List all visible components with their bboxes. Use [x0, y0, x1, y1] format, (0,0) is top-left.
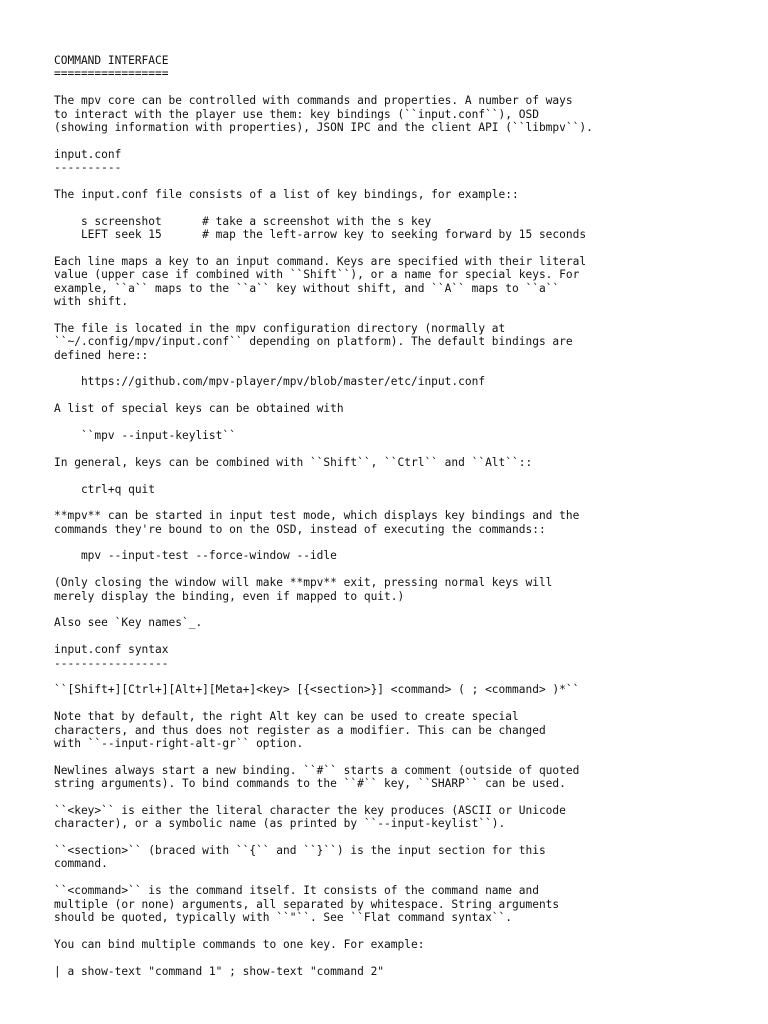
- text-line: to interact with the player use them: key bindings (``input.conf``), OSD: [54, 107, 539, 121]
- text-line: should be quoted, typically with ``"``. See ``Flat command syntax``.: [54, 911, 513, 924]
- text-line: character), or a symbolic name (as printed by ``--input-keylist``).: [54, 817, 506, 831]
- text-line: COMMAND INTERFACE: [54, 54, 169, 67]
- text-line: (Only closing the window will make **mpv** exit, pressing normal keys will: [54, 576, 553, 590]
- text-line: ``[Shift+][Ctrl+][Alt+][Meta+]<key> [{<section>}] <command> ( ; <command> )*``: [54, 683, 580, 697]
- text-line: https://github.com/mpv-player/mpv/blob/master/etc/input.conf: [54, 375, 486, 389]
- text-line: command.: [54, 857, 108, 871]
- text-line: [54, 871, 593, 884]
- text-line: ``mpv --input-keylist``: [54, 428, 236, 442]
- text-line: ``<command>`` is the command itself. It consists of the command name and: [54, 884, 539, 898]
- text-line: Each line maps a key to an input command. Keys are specified with their literal: [54, 254, 587, 268]
- text-line: [54, 175, 593, 188]
- text-line: defined here::: [54, 348, 149, 362]
- text-line: [54, 241, 593, 254]
- text-line: ``<section>`` (braced with ``{`` and ``}``) is the input section for this: [54, 844, 546, 858]
- text-line: [54, 603, 593, 616]
- text-line: [54, 389, 593, 402]
- text-line: The file is located in the mpv configuration directory (normally at: [54, 321, 506, 335]
- text-line: [54, 362, 593, 375]
- text-line: ctrl+q quit: [54, 482, 156, 496]
- text-line: The mpv core can be controlled with commands and properties. A number of ways: [54, 94, 573, 108]
- text-line: **mpv** can be started in input test mode, which displays key bindings and the: [54, 509, 580, 523]
- text-line: with shift.: [54, 295, 129, 309]
- text-line: Newlines always start a new binding. ``#`` starts a comment (outside of quoted: [54, 763, 580, 777]
- text-line: [54, 496, 593, 509]
- text-line: s screenshot # take a screenshot with the s key: [54, 214, 432, 228]
- text-line: | a show-text "command 1" ; show-text "command 2": [54, 964, 385, 978]
- text-line: example, ``a`` maps to the ``a`` key without shift, and ``A`` maps to ``a``: [54, 281, 560, 295]
- text-line: =================: [54, 67, 169, 81]
- text-line: value (upper case if combined with ``Shift``), or a name for special keys. For: [54, 268, 580, 282]
- text-line: LEFT seek 15 # map the left-arrow key to seeking forward by 15 seconds: [54, 228, 587, 242]
- text-line: with ``--input-right-alt-gr`` option.: [54, 736, 304, 750]
- text-line: [54, 924, 593, 937]
- document-text: [54, 54, 593, 978]
- text-line: The input.conf file consists of a list of key bindings, for example::: [54, 187, 519, 201]
- text-line: Also see `Key names`_.: [54, 616, 203, 630]
- text-line: Note that by default, the right Alt key can be used to create special: [54, 710, 519, 724]
- text-line: [54, 951, 593, 964]
- text-line: ``~/.config/mpv/input.conf`` depending on platform). The default bindings are: [54, 335, 573, 349]
- text-line: mpv --input-test --force-window --idle: [54, 549, 337, 563]
- text-line: [54, 563, 593, 576]
- text-line: (showing information with properties), JSON IPC and the client API (``libmpv``).: [54, 120, 593, 134]
- text-line: You can bind multiple commands to one key. For example:: [54, 937, 425, 951]
- text-line: [54, 81, 593, 94]
- text-line: input.conf: [54, 147, 122, 161]
- text-line: [54, 670, 593, 683]
- text-line: [54, 831, 593, 844]
- text-line: [54, 630, 593, 643]
- text-line: [54, 442, 593, 455]
- text-line: [54, 790, 593, 803]
- text-line: [54, 308, 593, 321]
- text-line: ``<key>`` is either the literal character the key produces (ASCII or Unicode: [54, 803, 566, 817]
- text-line: characters, and thus does not register as a modifier. This can be changed: [54, 723, 546, 737]
- text-line: multiple (or none) arguments, all separated by whitespace. String arguments: [54, 897, 560, 911]
- text-line: In general, keys can be combined with ``Shift``, ``Ctrl`` and ``Alt``::: [54, 455, 533, 469]
- text-line: [54, 697, 593, 710]
- text-line: [54, 750, 593, 763]
- text-line: [54, 416, 593, 429]
- text-line: string arguments). To bind commands to the ``#`` key, ``SHARP`` can be used.: [54, 777, 566, 791]
- text-line: -----------------: [54, 656, 169, 670]
- text-line: A list of special keys can be obtained with: [54, 402, 344, 416]
- text-line: ----------: [54, 161, 122, 175]
- text-line: merely display the binding, even if mapped to quit.): [54, 589, 405, 603]
- text-line: [54, 536, 593, 549]
- text-line: [54, 469, 593, 482]
- text-line: [54, 134, 593, 147]
- text-line: input.conf syntax: [54, 643, 169, 657]
- text-line: [54, 201, 593, 214]
- text-line: commands they're bound to on the OSD, instead of executing the commands::: [54, 522, 546, 536]
